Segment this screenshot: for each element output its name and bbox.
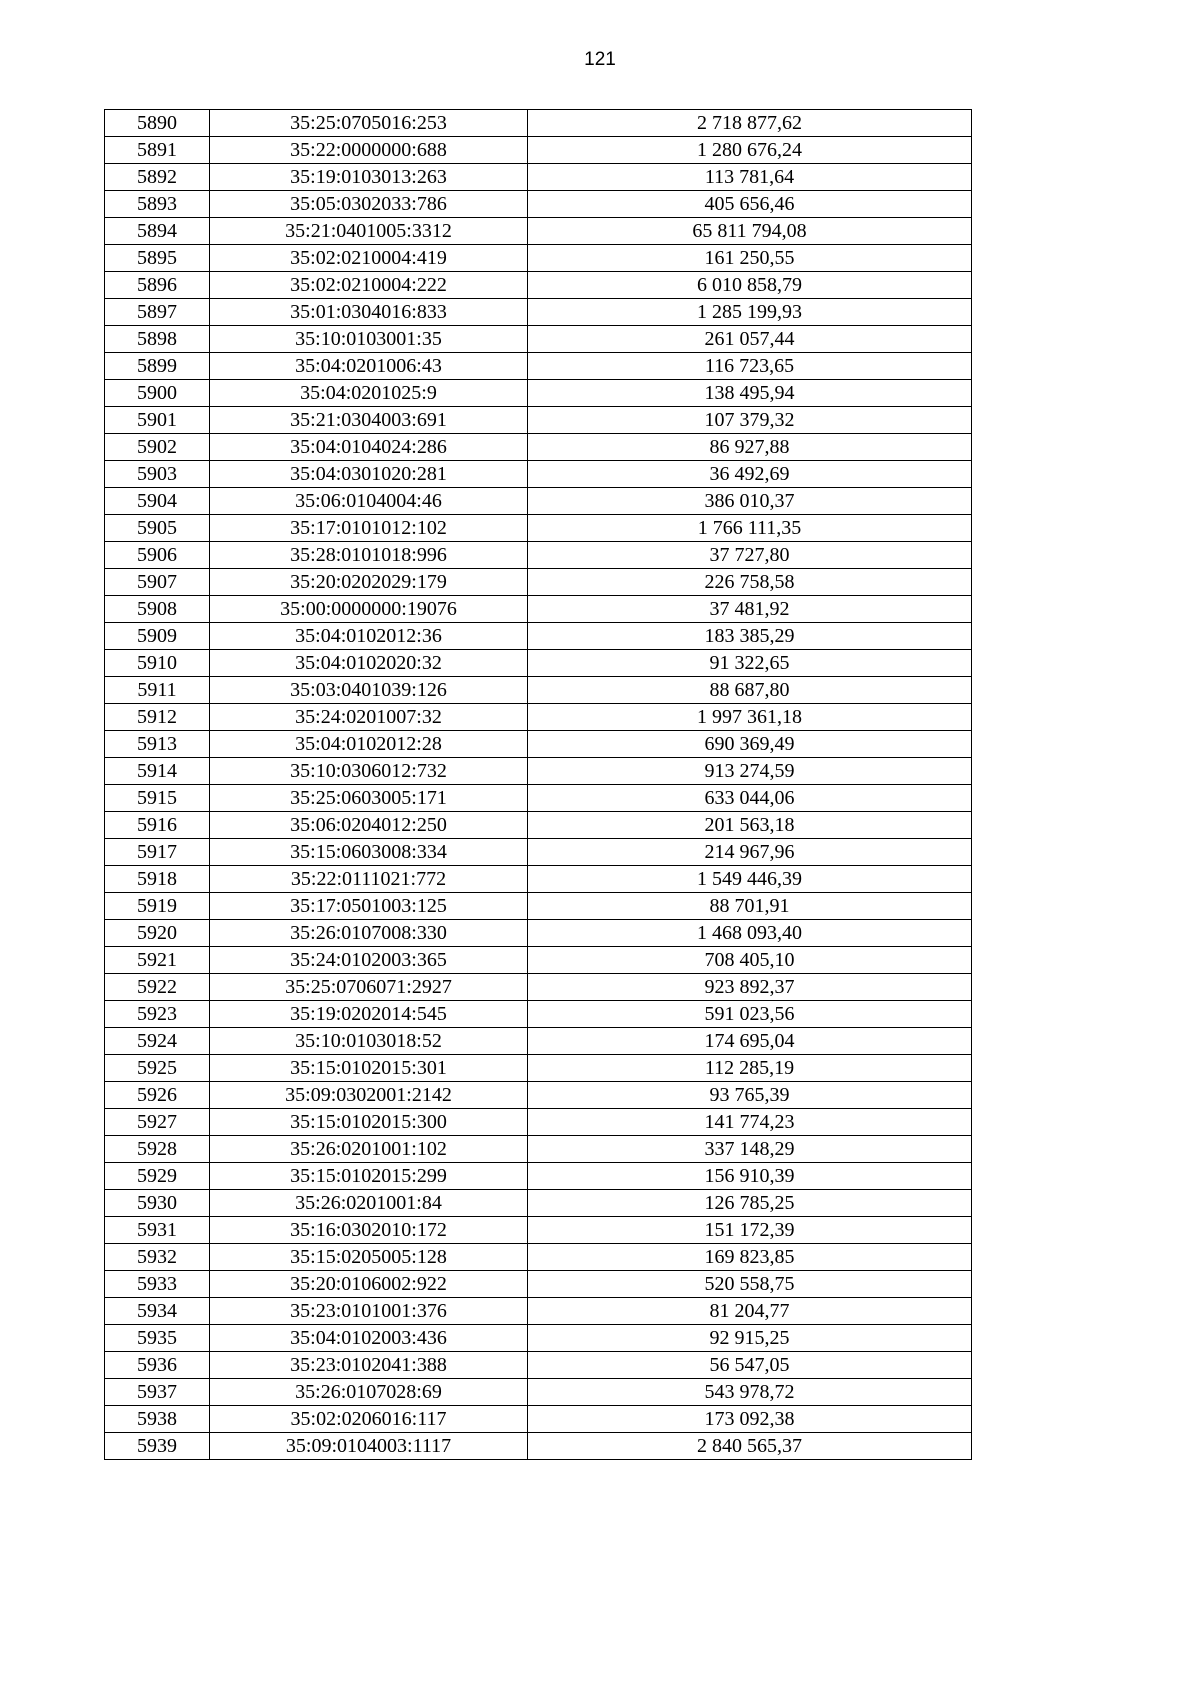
cadastral-number-cell: 35:04:0301020:281 (210, 461, 528, 488)
row-number-cell: 5912 (105, 704, 210, 731)
cadastral-value-cell: 183 385,29 (528, 623, 972, 650)
cadastral-value-cell: 112 285,19 (528, 1055, 972, 1082)
table-row (105, 407, 972, 434)
table-row (105, 812, 972, 839)
cadastral-value-cell: 913 274,59 (528, 758, 972, 785)
table-row (105, 1028, 972, 1055)
table-row (105, 1109, 972, 1136)
cadastral-number-cell: 35:26:0201001:102 (210, 1136, 528, 1163)
table-row (105, 353, 972, 380)
cadastral-value-cell: 65 811 794,08 (528, 218, 972, 245)
row-number-cell: 5938 (105, 1406, 210, 1433)
cadastral-number-cell: 35:22:0111021:772 (210, 866, 528, 893)
table-row (105, 758, 972, 785)
cadastral-value-cell: 138 495,94 (528, 380, 972, 407)
table-row (105, 866, 972, 893)
row-number-cell: 5928 (105, 1136, 210, 1163)
cadastral-value-cell: 107 379,32 (528, 407, 972, 434)
table-row (105, 1163, 972, 1190)
cadastral-number-cell: 35:24:0102003:365 (210, 947, 528, 974)
table-row (105, 596, 972, 623)
table-row (105, 164, 972, 191)
cadastral-value-cell: 261 057,44 (528, 326, 972, 353)
cadastral-value-cell: 543 978,72 (528, 1379, 972, 1406)
row-number-cell: 5908 (105, 596, 210, 623)
cadastral-number-cell: 35:21:0304003:691 (210, 407, 528, 434)
cadastral-value-cell: 1 549 446,39 (528, 866, 972, 893)
cadastral-value-cell: 113 781,64 (528, 164, 972, 191)
cadastral-number-cell: 35:15:0102015:299 (210, 1163, 528, 1190)
cadastral-value-cell: 86 927,88 (528, 434, 972, 461)
row-number-cell: 5916 (105, 812, 210, 839)
cadastral-number-cell: 35:17:0101012:102 (210, 515, 528, 542)
table-row (105, 677, 972, 704)
cadastral-value-cell: 226 758,58 (528, 569, 972, 596)
cadastral-number-cell: 35:15:0205005:128 (210, 1244, 528, 1271)
cadastral-number-cell: 35:04:0102003:436 (210, 1325, 528, 1352)
table-row (105, 704, 972, 731)
row-number-cell: 5917 (105, 839, 210, 866)
row-number-cell: 5903 (105, 461, 210, 488)
table-row (105, 974, 972, 1001)
cadastral-value-table (104, 109, 972, 1460)
row-number-cell: 5905 (105, 515, 210, 542)
row-number-cell: 5936 (105, 1352, 210, 1379)
cadastral-number-cell: 35:09:0302001:2142 (210, 1082, 528, 1109)
cadastral-value-cell: 174 695,04 (528, 1028, 972, 1055)
cadastral-value-cell: 2 840 565,37 (528, 1433, 972, 1460)
cadastral-number-cell: 35:04:0102020:32 (210, 650, 528, 677)
cadastral-value-cell: 214 967,96 (528, 839, 972, 866)
table-row (105, 326, 972, 353)
row-number-cell: 5939 (105, 1433, 210, 1460)
cadastral-number-cell: 35:04:0102012:28 (210, 731, 528, 758)
cadastral-number-cell: 35:06:0204012:250 (210, 812, 528, 839)
cadastral-value-cell: 93 765,39 (528, 1082, 972, 1109)
cadastral-number-cell: 35:25:0706071:2927 (210, 974, 528, 1001)
cadastral-number-cell: 35:23:0102041:388 (210, 1352, 528, 1379)
cadastral-value-cell: 1 766 111,35 (528, 515, 972, 542)
table-row (105, 1406, 972, 1433)
cadastral-number-cell: 35:22:0000000:688 (210, 137, 528, 164)
cadastral-value-cell: 37 727,80 (528, 542, 972, 569)
table-row (105, 1379, 972, 1406)
cadastral-number-cell: 35:26:0201001:84 (210, 1190, 528, 1217)
cadastral-number-cell: 35:20:0106002:922 (210, 1271, 528, 1298)
cadastral-number-cell: 35:02:0210004:419 (210, 245, 528, 272)
row-number-cell: 5920 (105, 920, 210, 947)
row-number-cell: 5927 (105, 1109, 210, 1136)
cadastral-value-cell: 141 774,23 (528, 1109, 972, 1136)
table-row (105, 893, 972, 920)
table-row (105, 731, 972, 758)
row-number-cell: 5931 (105, 1217, 210, 1244)
row-number-cell: 5929 (105, 1163, 210, 1190)
cadastral-number-cell: 35:03:0401039:126 (210, 677, 528, 704)
row-number-cell: 5934 (105, 1298, 210, 1325)
cadastral-number-cell: 35:23:0101001:376 (210, 1298, 528, 1325)
table-row (105, 920, 972, 947)
cadastral-number-cell: 35:17:0501003:125 (210, 893, 528, 920)
table-row (105, 380, 972, 407)
row-number-cell: 5894 (105, 218, 210, 245)
cadastral-number-cell: 35:26:0107028:69 (210, 1379, 528, 1406)
row-number-cell: 5911 (105, 677, 210, 704)
row-number-cell: 5895 (105, 245, 210, 272)
cadastral-number-cell: 35:19:0103013:263 (210, 164, 528, 191)
cadastral-value-cell: 1 997 361,18 (528, 704, 972, 731)
row-number-cell: 5896 (105, 272, 210, 299)
row-number-cell: 5890 (105, 110, 210, 137)
table-row (105, 110, 972, 137)
cadastral-value-cell: 201 563,18 (528, 812, 972, 839)
row-number-cell: 5918 (105, 866, 210, 893)
cadastral-number-cell: 35:05:0302033:786 (210, 191, 528, 218)
cadastral-number-cell: 35:15:0603008:334 (210, 839, 528, 866)
table-row (105, 569, 972, 596)
table-row (105, 785, 972, 812)
row-number-cell: 5891 (105, 137, 210, 164)
cadastral-value-cell: 591 023,56 (528, 1001, 972, 1028)
cadastral-value-cell: 36 492,69 (528, 461, 972, 488)
table-row (105, 623, 972, 650)
row-number-cell: 5932 (105, 1244, 210, 1271)
cadastral-number-cell: 35:02:0210004:222 (210, 272, 528, 299)
cadastral-number-cell: 35:10:0103018:52 (210, 1028, 528, 1055)
table-row (105, 947, 972, 974)
row-number-cell: 5933 (105, 1271, 210, 1298)
row-number-cell: 5910 (105, 650, 210, 677)
table-row (105, 1271, 972, 1298)
cadastral-number-cell: 35:10:0306012:732 (210, 758, 528, 785)
row-number-cell: 5897 (105, 299, 210, 326)
cadastral-value-cell: 161 250,55 (528, 245, 972, 272)
cadastral-number-cell: 35:28:0101018:996 (210, 542, 528, 569)
cadastral-number-cell: 35:00:0000000:19076 (210, 596, 528, 623)
row-number-cell: 5914 (105, 758, 210, 785)
table-row (105, 650, 972, 677)
cadastral-number-cell: 35:04:0201025:9 (210, 380, 528, 407)
row-number-cell: 5893 (105, 191, 210, 218)
table-row (105, 1298, 972, 1325)
row-number-cell: 5924 (105, 1028, 210, 1055)
cadastral-number-cell: 35:01:0304016:833 (210, 299, 528, 326)
table-row (105, 839, 972, 866)
row-number-cell: 5904 (105, 488, 210, 515)
cadastral-value-cell: 56 547,05 (528, 1352, 972, 1379)
row-number-cell: 5913 (105, 731, 210, 758)
cadastral-value-cell: 923 892,37 (528, 974, 972, 1001)
row-number-cell: 5935 (105, 1325, 210, 1352)
cadastral-value-cell: 81 204,77 (528, 1298, 972, 1325)
cadastral-value-cell: 151 172,39 (528, 1217, 972, 1244)
cadastral-value-cell: 708 405,10 (528, 947, 972, 974)
table-row (105, 1244, 972, 1271)
row-number-cell: 5900 (105, 380, 210, 407)
cadastral-value-cell: 2 718 877,62 (528, 110, 972, 137)
table-row (105, 1433, 972, 1460)
row-number-cell: 5909 (105, 623, 210, 650)
cadastral-value-cell: 88 687,80 (528, 677, 972, 704)
row-number-cell: 5930 (105, 1190, 210, 1217)
row-number-cell: 5937 (105, 1379, 210, 1406)
cadastral-number-cell: 35:19:0202014:545 (210, 1001, 528, 1028)
row-number-cell: 5899 (105, 353, 210, 380)
row-number-cell: 5915 (105, 785, 210, 812)
cadastral-value-cell: 116 723,65 (528, 353, 972, 380)
cadastral-number-cell: 35:10:0103001:35 (210, 326, 528, 353)
row-number-cell: 5919 (105, 893, 210, 920)
table-row (105, 1001, 972, 1028)
cadastral-value-cell: 156 910,39 (528, 1163, 972, 1190)
row-number-cell: 5921 (105, 947, 210, 974)
cadastral-value-cell: 1 280 676,24 (528, 137, 972, 164)
row-number-cell: 5907 (105, 569, 210, 596)
row-number-cell: 5901 (105, 407, 210, 434)
cadastral-value-cell: 405 656,46 (528, 191, 972, 218)
cadastral-value-cell: 173 092,38 (528, 1406, 972, 1433)
cadastral-number-cell: 35:04:0104024:286 (210, 434, 528, 461)
table-row (105, 1352, 972, 1379)
cadastral-number-cell: 35:04:0201006:43 (210, 353, 528, 380)
row-number-cell: 5926 (105, 1082, 210, 1109)
cadastral-number-cell: 35:04:0102012:36 (210, 623, 528, 650)
table-row (105, 1325, 972, 1352)
page-number: 121 (584, 49, 616, 70)
row-number-cell: 5902 (105, 434, 210, 461)
row-number-cell: 5922 (105, 974, 210, 1001)
cadastral-number-cell: 35:16:0302010:172 (210, 1217, 528, 1244)
row-number-cell: 5906 (105, 542, 210, 569)
table-row (105, 1082, 972, 1109)
cadastral-value-cell: 1 468 093,40 (528, 920, 972, 947)
cadastral-value-cell: 633 044,06 (528, 785, 972, 812)
cadastral-value-cell: 1 285 199,93 (528, 299, 972, 326)
table-row (105, 1136, 972, 1163)
cadastral-value-cell: 337 148,29 (528, 1136, 972, 1163)
cadastral-number-cell: 35:02:0206016:117 (210, 1406, 528, 1433)
table-row (105, 515, 972, 542)
table-row (105, 542, 972, 569)
cadastral-number-cell: 35:06:0104004:46 (210, 488, 528, 515)
table-row (105, 245, 972, 272)
cadastral-number-cell: 35:15:0102015:301 (210, 1055, 528, 1082)
row-number-cell: 5925 (105, 1055, 210, 1082)
cadastral-number-cell: 35:09:0104003:1117 (210, 1433, 528, 1460)
cadastral-value-cell: 92 915,25 (528, 1325, 972, 1352)
cadastral-number-cell: 35:25:0603005:171 (210, 785, 528, 812)
table-row (105, 488, 972, 515)
row-number-cell: 5898 (105, 326, 210, 353)
table-row (105, 1217, 972, 1244)
table-row (105, 137, 972, 164)
cadastral-number-cell: 35:25:0705016:253 (210, 110, 528, 137)
cadastral-value-cell: 386 010,37 (528, 488, 972, 515)
table-row (105, 461, 972, 488)
cadastral-value-cell: 6 010 858,79 (528, 272, 972, 299)
table-row (105, 191, 972, 218)
cadastral-value-cell: 91 322,65 (528, 650, 972, 677)
cadastral-number-cell: 35:21:0401005:3312 (210, 218, 528, 245)
row-number-cell: 5892 (105, 164, 210, 191)
cadastral-value-cell: 88 701,91 (528, 893, 972, 920)
cadastral-value-cell: 690 369,49 (528, 731, 972, 758)
table-row (105, 299, 972, 326)
table-row (105, 434, 972, 461)
cadastral-value-cell: 37 481,92 (528, 596, 972, 623)
cadastral-value-cell: 520 558,75 (528, 1271, 972, 1298)
cadastral-number-cell: 35:24:0201007:32 (210, 704, 528, 731)
cadastral-value-cell: 126 785,25 (528, 1190, 972, 1217)
table-row (105, 218, 972, 245)
table-body (105, 110, 972, 1460)
table-row (105, 1190, 972, 1217)
cadastral-number-cell: 35:15:0102015:300 (210, 1109, 528, 1136)
cadastral-value-cell: 169 823,85 (528, 1244, 972, 1271)
cadastral-number-cell: 35:20:0202029:179 (210, 569, 528, 596)
cadastral-number-cell: 35:26:0107008:330 (210, 920, 528, 947)
table-row (105, 1055, 972, 1082)
table-row (105, 272, 972, 299)
row-number-cell: 5923 (105, 1001, 210, 1028)
